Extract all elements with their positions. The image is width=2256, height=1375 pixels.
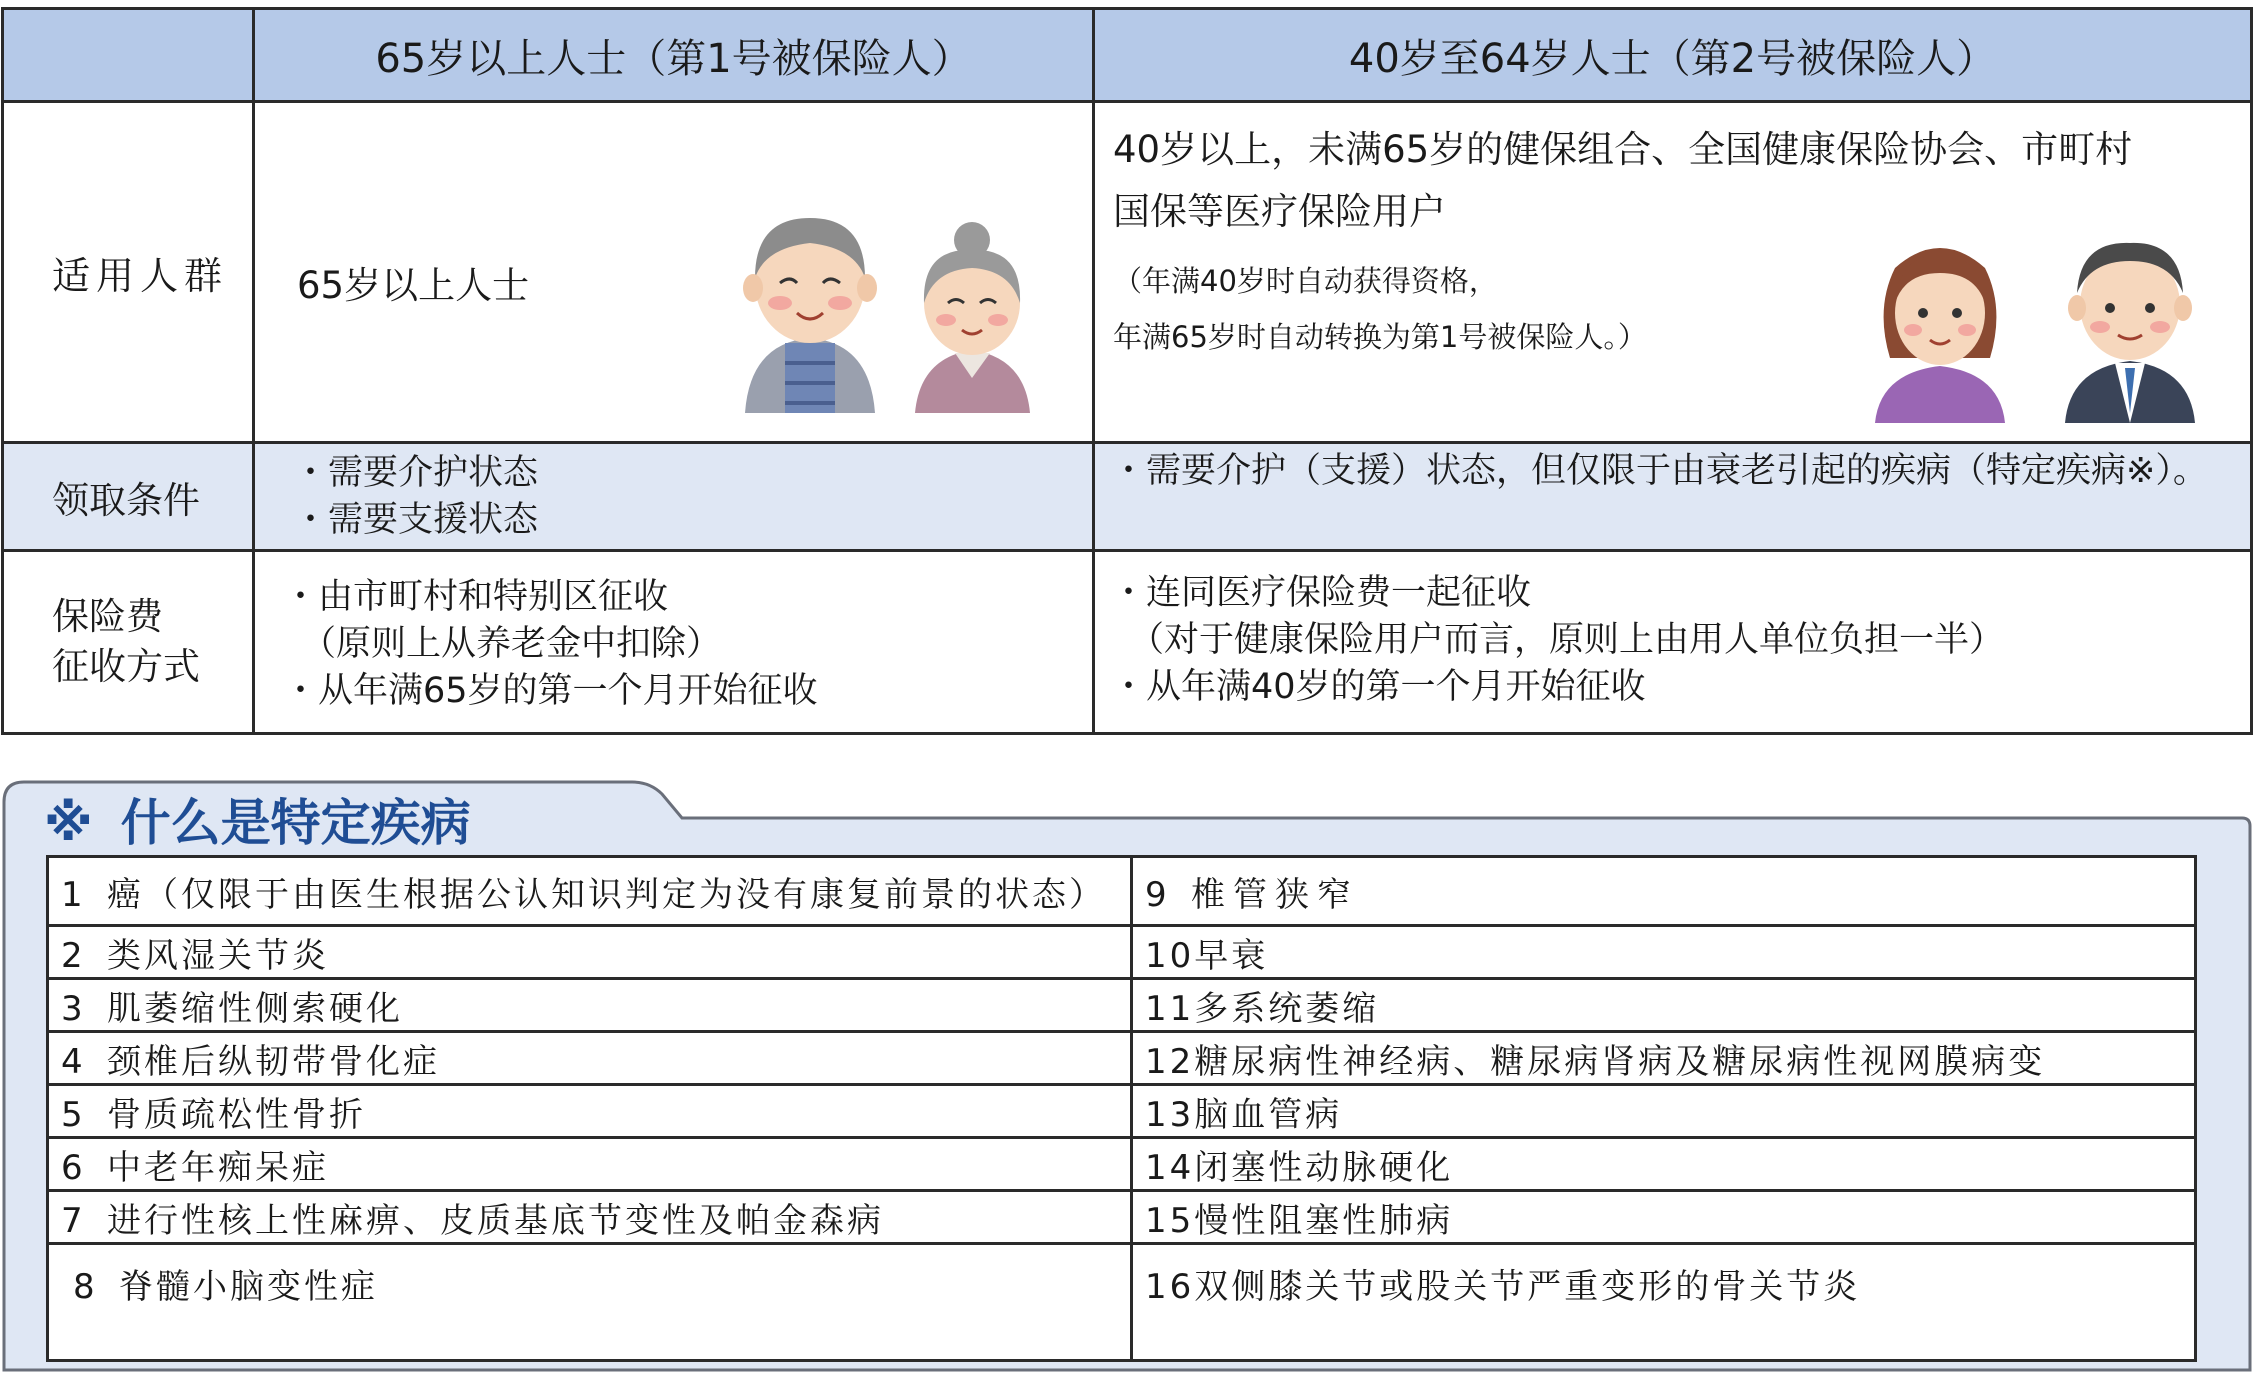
disease-item <box>48 979 1132 1032</box>
disease-number: 10 <box>1145 935 1195 976</box>
disease-item <box>48 1032 1132 1085</box>
table-row <box>48 1244 2196 1361</box>
elderly-woman-icon <box>910 218 1035 413</box>
reference-mark-icon: ※ <box>44 794 93 852</box>
disease-name: 糖尿病性神经病、糖尿病肾病及糖尿病性视网膜病变 <box>1194 1041 2046 1082</box>
disease-name: 肌萎缩性侧索硬化 <box>107 988 403 1029</box>
disease-number: 14 <box>1145 1147 1195 1188</box>
disease-name: 早衰 <box>1194 935 1269 976</box>
disease-number: 3 <box>61 988 86 1029</box>
table-row <box>48 926 2196 979</box>
payment-first-insured-cell <box>254 551 1094 734</box>
disease-item <box>48 1191 1132 1244</box>
payment-second-line-1: ・连同医疗保险费一起征收 <box>1111 573 1532 613</box>
header-first-insured: 65岁以上人士（第1号被保险人） <box>254 9 1094 102</box>
disease-name: 骨质疏松性骨折 <box>107 1094 366 1135</box>
target-first-insured-cell <box>254 102 1094 443</box>
disease-number: 12 <box>1145 1041 1195 1082</box>
disease-number: 5 <box>61 1094 86 1135</box>
payment-second-insured-cell <box>1094 551 2252 734</box>
row-label-condition <box>3 443 254 551</box>
table-corner-cell <box>3 9 254 102</box>
row-label-target-text: 适用人群 <box>52 253 229 298</box>
disease-number: 6 <box>61 1147 86 1188</box>
disease-name: 颈椎后纵韧带骨化症 <box>107 1041 440 1082</box>
disease-name: 进行性核上性麻痹、皮质基底节变性及帕金森病 <box>107 1200 884 1241</box>
payment-first-line-2: （原则上从养老金中扣除） <box>301 624 722 664</box>
specified-diseases-title-text: 什么是特定疾病 <box>120 794 471 852</box>
disease-item <box>1132 926 2196 979</box>
disease-name: 慢性阻塞性肺病 <box>1194 1200 1454 1241</box>
condition-first-line-1: ・需要介护状态 <box>293 453 539 493</box>
payment-second-line-3: ・从年满40岁的第一个月开始征收 <box>1111 667 1646 707</box>
specified-diseases-table <box>46 855 2197 1362</box>
condition-first-line-2: ・需要支援状态 <box>293 500 539 540</box>
disease-name: 椎管狭窄 <box>1191 874 1359 915</box>
disease-item <box>1132 1191 2196 1244</box>
disease-number: 15 <box>1145 1200 1195 1241</box>
table-row <box>48 857 2196 926</box>
table-row <box>48 1085 2196 1138</box>
table-row <box>48 1032 2196 1085</box>
disease-item <box>1132 1032 2196 1085</box>
target-second-line-2: 国保等医疗保险用户 <box>1113 190 1446 233</box>
disease-number: 9 <box>1145 874 1170 915</box>
row-label-payment-line-2: 征收方式 <box>52 645 200 688</box>
middle-aged-woman-icon <box>1865 228 2015 423</box>
disease-name: 脑血管病 <box>1194 1094 1343 1135</box>
disease-item <box>1132 857 2196 926</box>
row-label-target <box>3 102 254 443</box>
disease-number: 8 <box>73 1267 98 1307</box>
disease-item <box>1132 979 2196 1032</box>
disease-item <box>1132 1138 2196 1191</box>
table-row <box>48 979 2196 1032</box>
disease-number: 1 <box>61 874 86 915</box>
insured-comparison-table <box>1 7 2253 735</box>
disease-number: 4 <box>61 1041 86 1082</box>
disease-name: 闭塞性动脉硬化 <box>1194 1147 1454 1188</box>
disease-item <box>48 1138 1132 1191</box>
condition-second-insured-cell <box>1094 443 2252 551</box>
middle-aged-man-icon <box>2055 223 2205 423</box>
disease-number: 13 <box>1145 1094 1195 1135</box>
target-second-insured-cell <box>1094 102 2252 443</box>
disease-item <box>1132 1085 2196 1138</box>
row-label-payment <box>3 551 254 734</box>
condition-first-insured-cell <box>254 443 1094 551</box>
payment-first-line-3: ・从年满65岁的第一个月开始征收 <box>283 671 818 711</box>
disease-name: 脊髓小脑变性症 <box>119 1267 378 1307</box>
disease-number: 2 <box>61 935 86 976</box>
table-row <box>48 1191 2196 1244</box>
target-second-line-1: 40岁以上，未满65岁的健保组合、全国健康保险协会、市町村 <box>1113 128 2133 171</box>
row-label-payment-line-1: 保险费 <box>52 595 163 638</box>
disease-item <box>48 926 1132 979</box>
payment-second-line-2: （对于健康保险用户而言，原则上由用人单位负担一半） <box>1129 620 2005 660</box>
disease-number: 16 <box>1145 1267 1195 1307</box>
disease-number: 7 <box>61 1200 86 1241</box>
disease-name: 中老年痴呆症 <box>107 1147 329 1188</box>
disease-name: 类风湿关节炎 <box>107 935 329 976</box>
disease-item <box>48 1244 1132 1361</box>
target-second-note-1: （年满40岁时自动获得资格， <box>1113 264 1498 298</box>
target-first-text: 65岁以上人士 <box>297 264 530 307</box>
disease-name: 双侧膝关节或股关节严重变形的骨关节炎 <box>1194 1267 1861 1307</box>
specified-diseases-title <box>44 783 471 855</box>
disease-item <box>1132 1244 2196 1361</box>
disease-name: 癌（仅限于由医生根据公认知识判定为没有康复前景的状态） <box>107 874 1106 915</box>
header-second-insured: 40岁至64岁人士（第2号被保险人） <box>1094 9 2252 102</box>
payment-first-line-1: ・由市町村和特别区征收 <box>283 577 669 617</box>
disease-item <box>48 857 1132 926</box>
table-row <box>48 1138 2196 1191</box>
target-second-note-2: 年满65岁时自动转换为第1号被保险人。） <box>1113 320 1647 354</box>
elderly-man-icon <box>735 203 885 413</box>
disease-item <box>48 1085 1132 1138</box>
condition-second-line-1: ・需要介护（支援）状态，但仅限于由衰老引起的疾病（特定疾病※）。 <box>1111 451 2208 491</box>
disease-name: 多系统萎缩 <box>1194 988 1380 1029</box>
row-label-condition-text: 领取条件 <box>52 478 200 522</box>
disease-number: 11 <box>1145 988 1195 1029</box>
